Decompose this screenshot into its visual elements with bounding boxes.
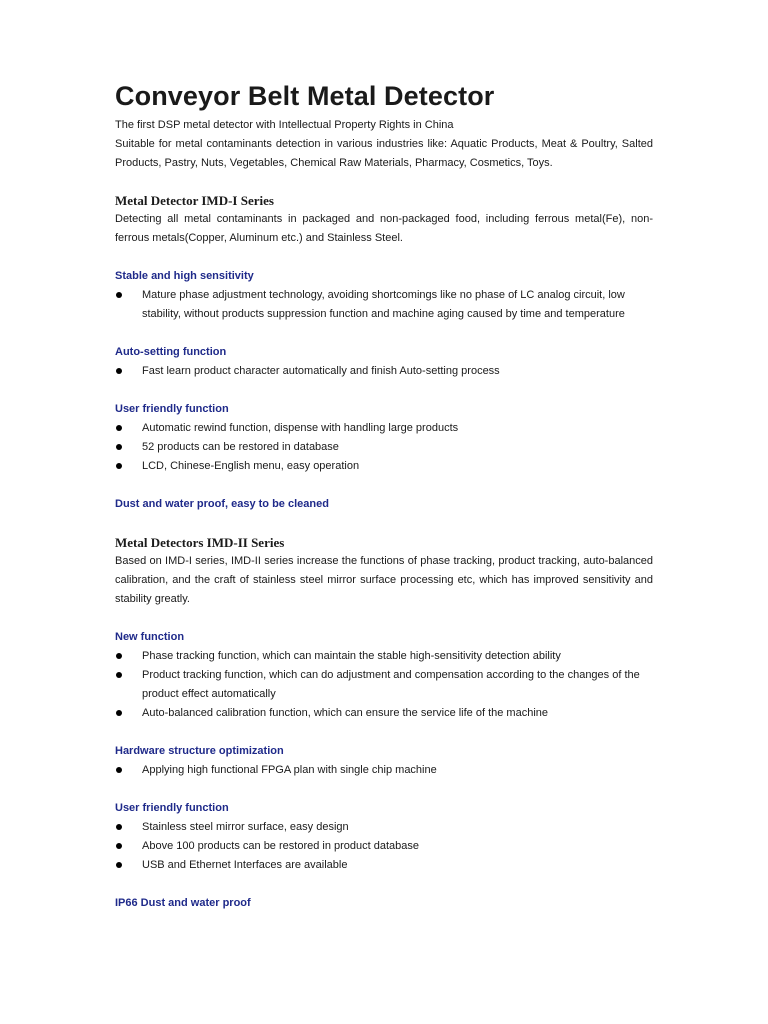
bullet-icon bbox=[116, 710, 122, 716]
bullet-icon bbox=[116, 292, 122, 298]
list-item: Applying high functional FPGA plan with single chip machine bbox=[115, 761, 653, 780]
feature-title: Dust and water proof, easy to be cleaned bbox=[115, 498, 329, 510]
bullet-icon bbox=[116, 767, 122, 773]
bullet-list bbox=[115, 761, 653, 780]
page-title: Conveyor Belt Metal Detector bbox=[115, 81, 495, 111]
bullet-list bbox=[115, 419, 653, 476]
feature-title: Hardware structure optimization bbox=[115, 745, 284, 757]
list-item: Fast learn product character automatically and finish Auto-setting process bbox=[115, 362, 653, 381]
list-item: LCD, Chinese-English menu, easy operation bbox=[115, 457, 653, 476]
bullet-icon bbox=[116, 843, 122, 849]
bullet-icon bbox=[116, 862, 122, 868]
feature-title: IP66 Dust and water proof bbox=[115, 897, 251, 909]
list-item: Stainless steel mirror surface, easy design bbox=[115, 818, 653, 837]
list-item: Phase tracking function, which can maintain the stable high-sensitivity detection ability bbox=[115, 647, 653, 666]
series-title: Metal Detector IMD-I Series bbox=[115, 193, 274, 208]
bullet-icon bbox=[116, 672, 122, 678]
bullet-icon bbox=[116, 824, 122, 830]
series-imd-i bbox=[115, 191, 653, 514]
list-item: USB and Ethernet Interfaces are available bbox=[115, 856, 653, 875]
bullet-list bbox=[115, 647, 653, 723]
feature-title: User friendly function bbox=[115, 403, 229, 415]
list-item: Mature phase adjustment technology, avoiding shortcomings like no phase of LC analog circuit, low stability, without products suppression function and machine aging caused by time and temperature bbox=[115, 286, 653, 324]
bullet-icon bbox=[116, 463, 122, 469]
bullet-icon bbox=[116, 653, 122, 659]
series-description: Based on IMD-I series, IMD-II series increase the functions of phase tracking, product tracking, auto-balanced calibration, and the craft of stainless steel mirror surface processing etc, which has improved sensitivity and stability greatly. bbox=[115, 555, 653, 605]
intro-line-2: Suitable for metal contaminants detection in various industries like: Aquatic Products, Meat & Poultry, Salted Products, Pastry, Nuts, Vegetables, Chemical Raw Materials, Pharmacy, Cosmetics, Toys. bbox=[115, 138, 653, 169]
feature-title: User friendly function bbox=[115, 802, 229, 814]
bullet-list bbox=[115, 362, 653, 381]
bullet-list bbox=[115, 818, 653, 875]
bullet-list bbox=[115, 286, 653, 324]
series-title: Metal Detectors IMD-II Series bbox=[115, 535, 285, 550]
series-description: Detecting all metal contaminants in packaged and non-packaged food, including ferrous metal(Fe), non-ferrous metals(Copper, Aluminum etc.) and Stainless Steel. bbox=[115, 213, 653, 244]
bullet-icon bbox=[116, 368, 122, 374]
list-item: Auto-balanced calibration function, which can ensure the service life of the machine bbox=[115, 704, 653, 723]
list-item: Automatic rewind function, dispense with handling large products bbox=[115, 419, 653, 438]
list-item: Above 100 products can be restored in product database bbox=[115, 837, 653, 856]
list-item: Product tracking function, which can do adjustment and compensation according to the changes of the product effect automatically bbox=[115, 666, 653, 704]
feature-title: Auto-setting function bbox=[115, 346, 227, 358]
bullet-icon bbox=[116, 444, 122, 450]
bullet-icon bbox=[116, 425, 122, 431]
intro-line-1: The first DSP metal detector with Intellectual Property Rights in China bbox=[115, 119, 454, 131]
feature-title: Stable and high sensitivity bbox=[115, 270, 254, 282]
series-imd-ii bbox=[115, 533, 653, 913]
list-item: 52 products can be restored in database bbox=[115, 438, 653, 457]
feature-title: New function bbox=[115, 631, 185, 643]
